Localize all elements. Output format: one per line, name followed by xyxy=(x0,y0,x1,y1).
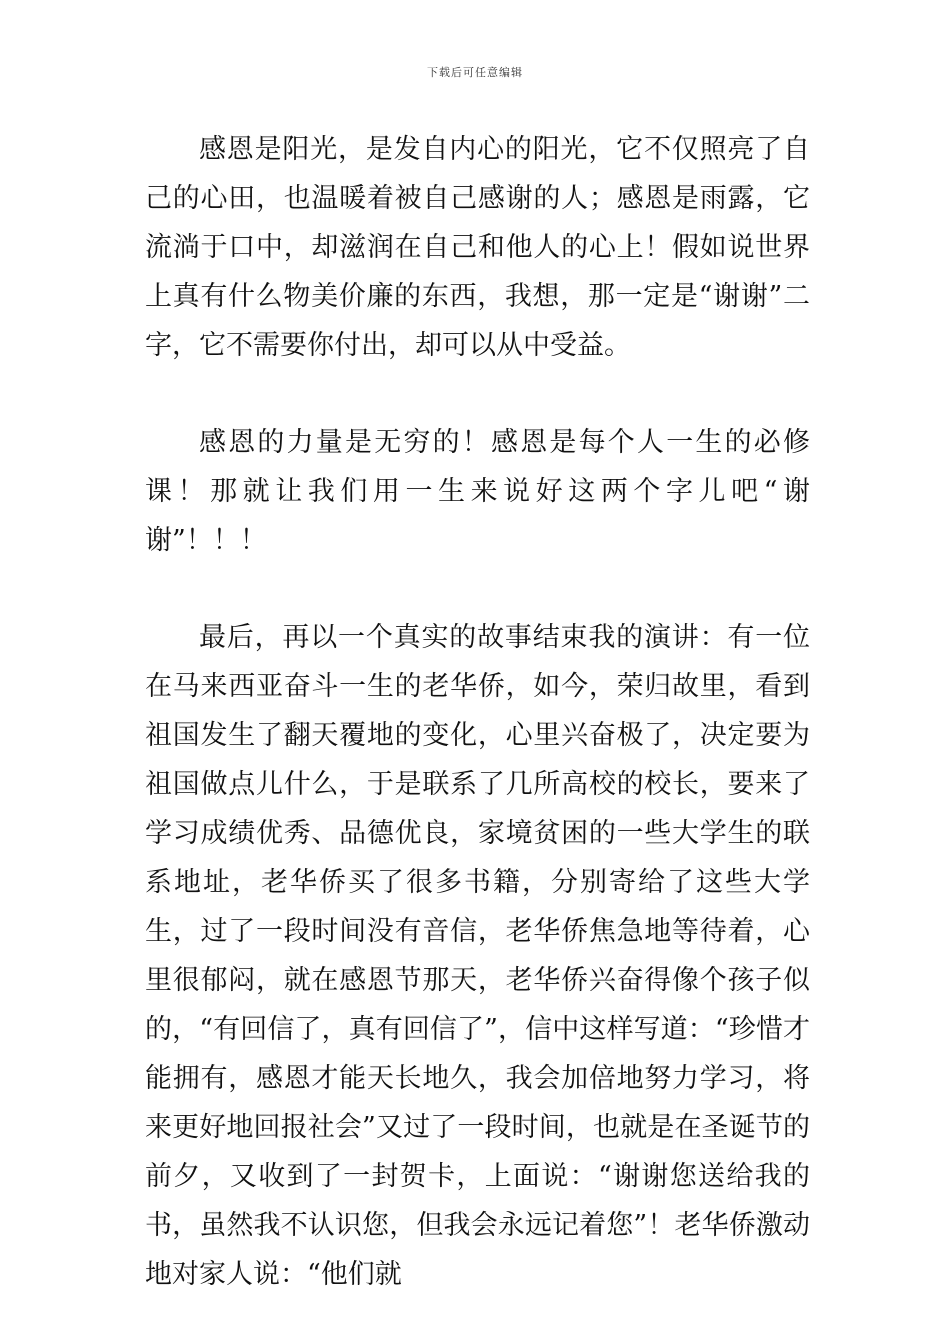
page-header-note: 下载后可任意编辑 xyxy=(427,66,523,79)
paragraph-overseas-chinese-story: 最后，再以一个真实的故事结束我的演讲：有一位在马来西亚奋斗一生的老华侨，如今，荣归故里，看到祖国发生了翻天覆地的变化，心里兴奋极了，决定要为祖国做点儿什么，于是联系了几所高校的校长，要来了学习成绩优秀、品德优良，家境贫困的一些大学生的联系地址，老华侨买了很多书籍，分别寄给了这些大学生，过了一段时间没有音信，老华侨焦急地等待着，心里很郁闷，就在感恩节那天，老华侨兴奋得像个孩子似的，“有回信了，真有回信了”，信中这样写道：“珍惜才能拥有，感恩才能天长地久，我会加倍地努力学习，将来更好地回报社会”又过了一段时间，也就是在圣诞节的前夕，又收到了一封贺卡，上面说：“谢谢您送给我的书，虽然我不认识您，但我会永远记着您”！老华侨激动地对家人说：“他们就 xyxy=(145,622,810,1290)
document-body xyxy=(145,125,810,1299)
paragraph-gratitude-power: 感恩的力量是无穷的！感恩是每个人一生的必修课！那就让我们用一生来说好这两个字儿吧“谢谢”！！！ xyxy=(145,427,810,556)
paragraph-gratitude-sunshine: 感恩是阳光，是发自内心的阳光，它不仅照亮了自己的心田，也温暖着被自己感谢的人；感恩是雨露，它流淌于口中，却滋润在自己和他人的心上！假如说世界上真有什么物美价廉的东西，我想，那一定是“谢谢”二字，它不需要你付出，却可以从中受益。 xyxy=(145,134,810,361)
